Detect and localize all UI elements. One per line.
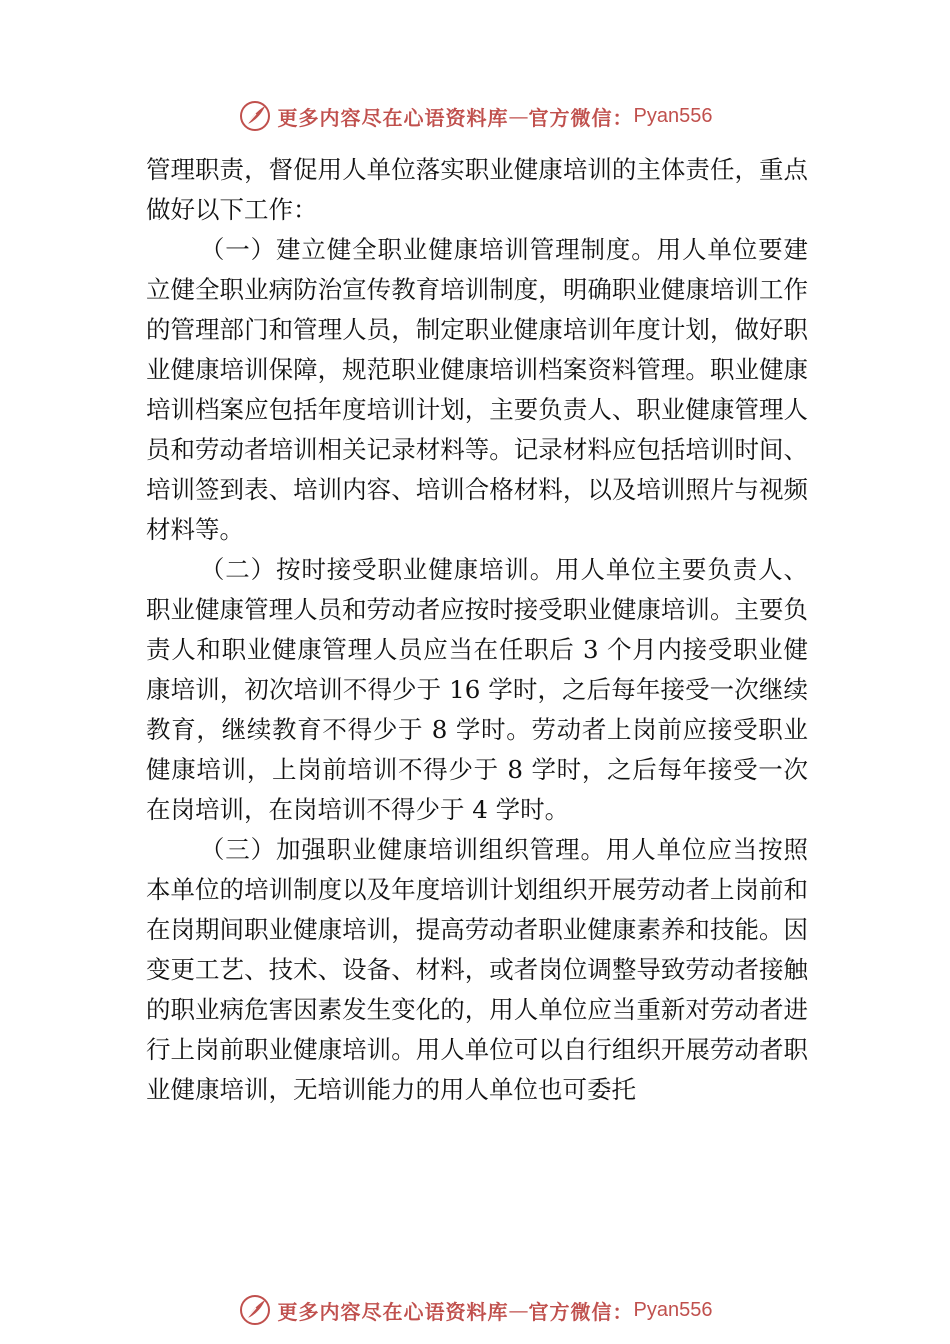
paragraph-section-3: （三）加强职业健康培训组织管理。用人单位应当按照本单位的培训制度以及年度培训计划组织开展劳动者上岗前和在岗期间职业健康培训，提高劳动者职业健康素养和技能。因变更工艺、技术、设备、材料，或者岗位调整导致劳动者接触的职业病危害因素发生变化的，用人单位应当重新对劳动者进行上岗前职业健康培训。用人单位可以自行组织开展劳动者职业健康培训，无培训能力的用人单位也可委托 — [146, 835, 808, 1104]
feather-pen-logo-icon — [238, 1293, 272, 1327]
header-watermark — [0, 96, 950, 136]
watermark-account: Pyan556 — [633, 104, 713, 127]
paragraph-section-2: （二）按时接受职业健康培训。用人单位主要负责人、职业健康管理人员和劳动者应按时接受职业健康培训。主要负责人和职业健康管理人员应当在任职后 3 个月内接受职业健康培训，初次培训不得少于 16 学时，之后每年接受一次继续教育，继续教育不得少于 8 学时。劳动者上岗前应接受职业健康培训，上岗前培训不得少于 8 学时，之后每年接受一次在岗培训，在岗培训不得少于 4 学时。 — [146, 555, 808, 824]
watermark-separator: — — [508, 1298, 529, 1322]
paragraph-continuation: 管理职责，督促用人单位落实职业健康培训的主体责任，重点做好以下工作： — [146, 155, 808, 224]
document-body — [146, 150, 808, 1110]
watermark-title: 更多内容尽在心语资料库 — [277, 1299, 509, 1324]
watermark-label: 官方微信： — [528, 1299, 634, 1324]
watermark-account: Pyan556 — [633, 1298, 713, 1321]
paragraph-section-1: （一）建立健全职业健康培训管理制度。用人单位要建立健全职业病防治宣传教育培训制度，明确职业健康培训工作的管理部门和管理人员，制定职业健康培训年度计划，做好职业健康培训保障，规范职业健康培训档案资料管理。职业健康培训档案应包括年度培训计划，主要负责人、职业健康管理人员和劳动者培训相关记录材料等。记录材料应包括培训时间、培训签到表、培训内容、培训合格材料，以及培训照片与视频材料等。 — [146, 235, 808, 544]
watermark-separator: — — [508, 104, 529, 128]
watermark-title: 更多内容尽在心语资料库 — [277, 105, 509, 130]
footer-watermark — [0, 1290, 950, 1330]
feather-pen-logo-icon — [238, 99, 272, 133]
watermark-label: 官方微信： — [528, 105, 634, 130]
